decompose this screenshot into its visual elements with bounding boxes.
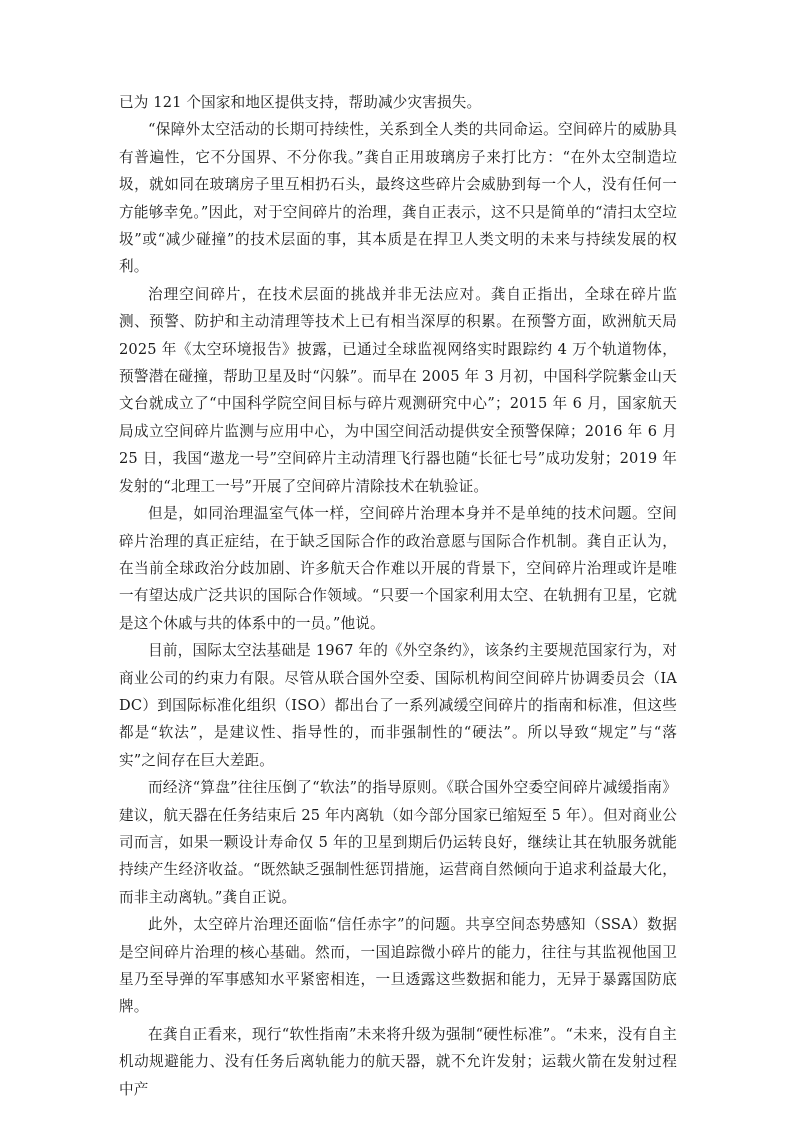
article-body: [119, 89, 677, 1103]
paragraph-economic-calculation: 而经济“算盘”往往压倒了“软法”的指导原则。《联合国外空委空间碎片减缓指南》建议，航天器在任务结束后 25 年内离轨（如今部分国家已缩短至 5 年）。但对商业公司而言，如果一颗设计寿命仅 5 年的卫星到期后仍运转良好，继续让其在轨服务就能持续产生经济收益。“既然缺乏强制性惩罚措施，运营商自然倾向于追求利益最大化，而非主动离轨。”龚自正说。: [119, 779, 677, 906]
paragraph-technical-challenges: 治理空间碎片，在技术层面的挑战并非无法应对。龚自正指出，全球在碎片监测、预警、防护和主动清理等技术上已有相当深厚的积累。在预警方面，欧洲航天局 2025 年《太空环境报告》披露，已通过全球监视网络实时跟踪约 4 万个轨道物体，预警潜在碰撞，帮助卫星及时“闪躲”。而早在 2005 年 3 月初，中国科学院紫金山天文台就成立了“中国科学院空间目标与碎片观测研究中心”；2015 年 6 月，国家航天局成立空间碎片监测与应用中心，为中国空间活动提供安全预警保障；2016 年 6 月 25 日，我国“遨龙一号”空间碎片主动清理飞行器也随“长征七号”成功发射；2019 年发射的“北理工一号”开展了空间碎片清除技术在轨验证。: [119, 285, 677, 495]
paragraph-political-will: 但是，如同治理温室气体一样，空间碎片治理本身并不是单纯的技术问题。空间碎片治理的真正症结，在于缺乏国际合作的政治意愿与国际合作机制。龚自正认为，在当前全球政治分歧加剧、许多航天合作难以开展的背景下，空间碎片治理或许是唯一有望达成广泛共识的国际合作领域。“只要一个国家利用太空、在轨拥有卫星，它就是这个休戚与共的体系中的一员。”他说。: [119, 505, 677, 632]
paragraph-continuation: 已为 121 个国家和地区提供支持，帮助减少灾害损失。: [119, 94, 482, 111]
paragraph-trust-deficit: 此外，太空碎片治理还面临“信任赤字”的问题。共享空间态势感知（SSA）数据是空间碎片治理的核心基础。然而，一国追踪微小碎片的能力，往往与其监视他国卫星乃至导弹的军事感知水平紧密相连，一旦透露这些数据和能力，无异于暴露国防底牌。: [119, 916, 677, 1016]
paragraph-hard-standards: 在龚自正看来，现行“软性指南”未来将升级为强制“硬性标准”。“未来，没有自主机动规避能力、没有任务后离轨能力的航天器，就不允许发射；运载火箭在发射过程中产: [119, 1025, 677, 1098]
paragraph-outer-space-treaty: 目前，国际太空法基础是 1967 年的《外空条约》，该条约主要规范国家行为，对商业公司的约束力有限。尽管从联合国外空委、国际机构间空间碎片协调委员会（IADC）到国际标准化组织（ISO）都出台了一系列减缓空间碎片的指南和标准，但这些都是“软法”，是建议性、指导性的，而非强制性的“硬法”。所以导致“规定”与“落实”之间存在巨大差距。: [119, 642, 677, 769]
paragraph-glass-house-quote: “保障外太空活动的长期可持续性，关系到全人类的共同命运。空间碎片的威胁具有普遍性，它不分国界、不分你我。”龚自正用玻璃房子来打比方：“在外太空制造垃圾，就如同在玻璃房子里互相扔石头，最终这些碎片会威胁到每一个人，没有任何一方能够幸免。”因此，对于空间碎片的治理，龚自正表示，这不只是简单的“清扫太空垃圾”或“减少碰撞”的技术层面的事，其本质是在捍卫人类文明的未来与持续发展的权利。: [119, 121, 677, 276]
